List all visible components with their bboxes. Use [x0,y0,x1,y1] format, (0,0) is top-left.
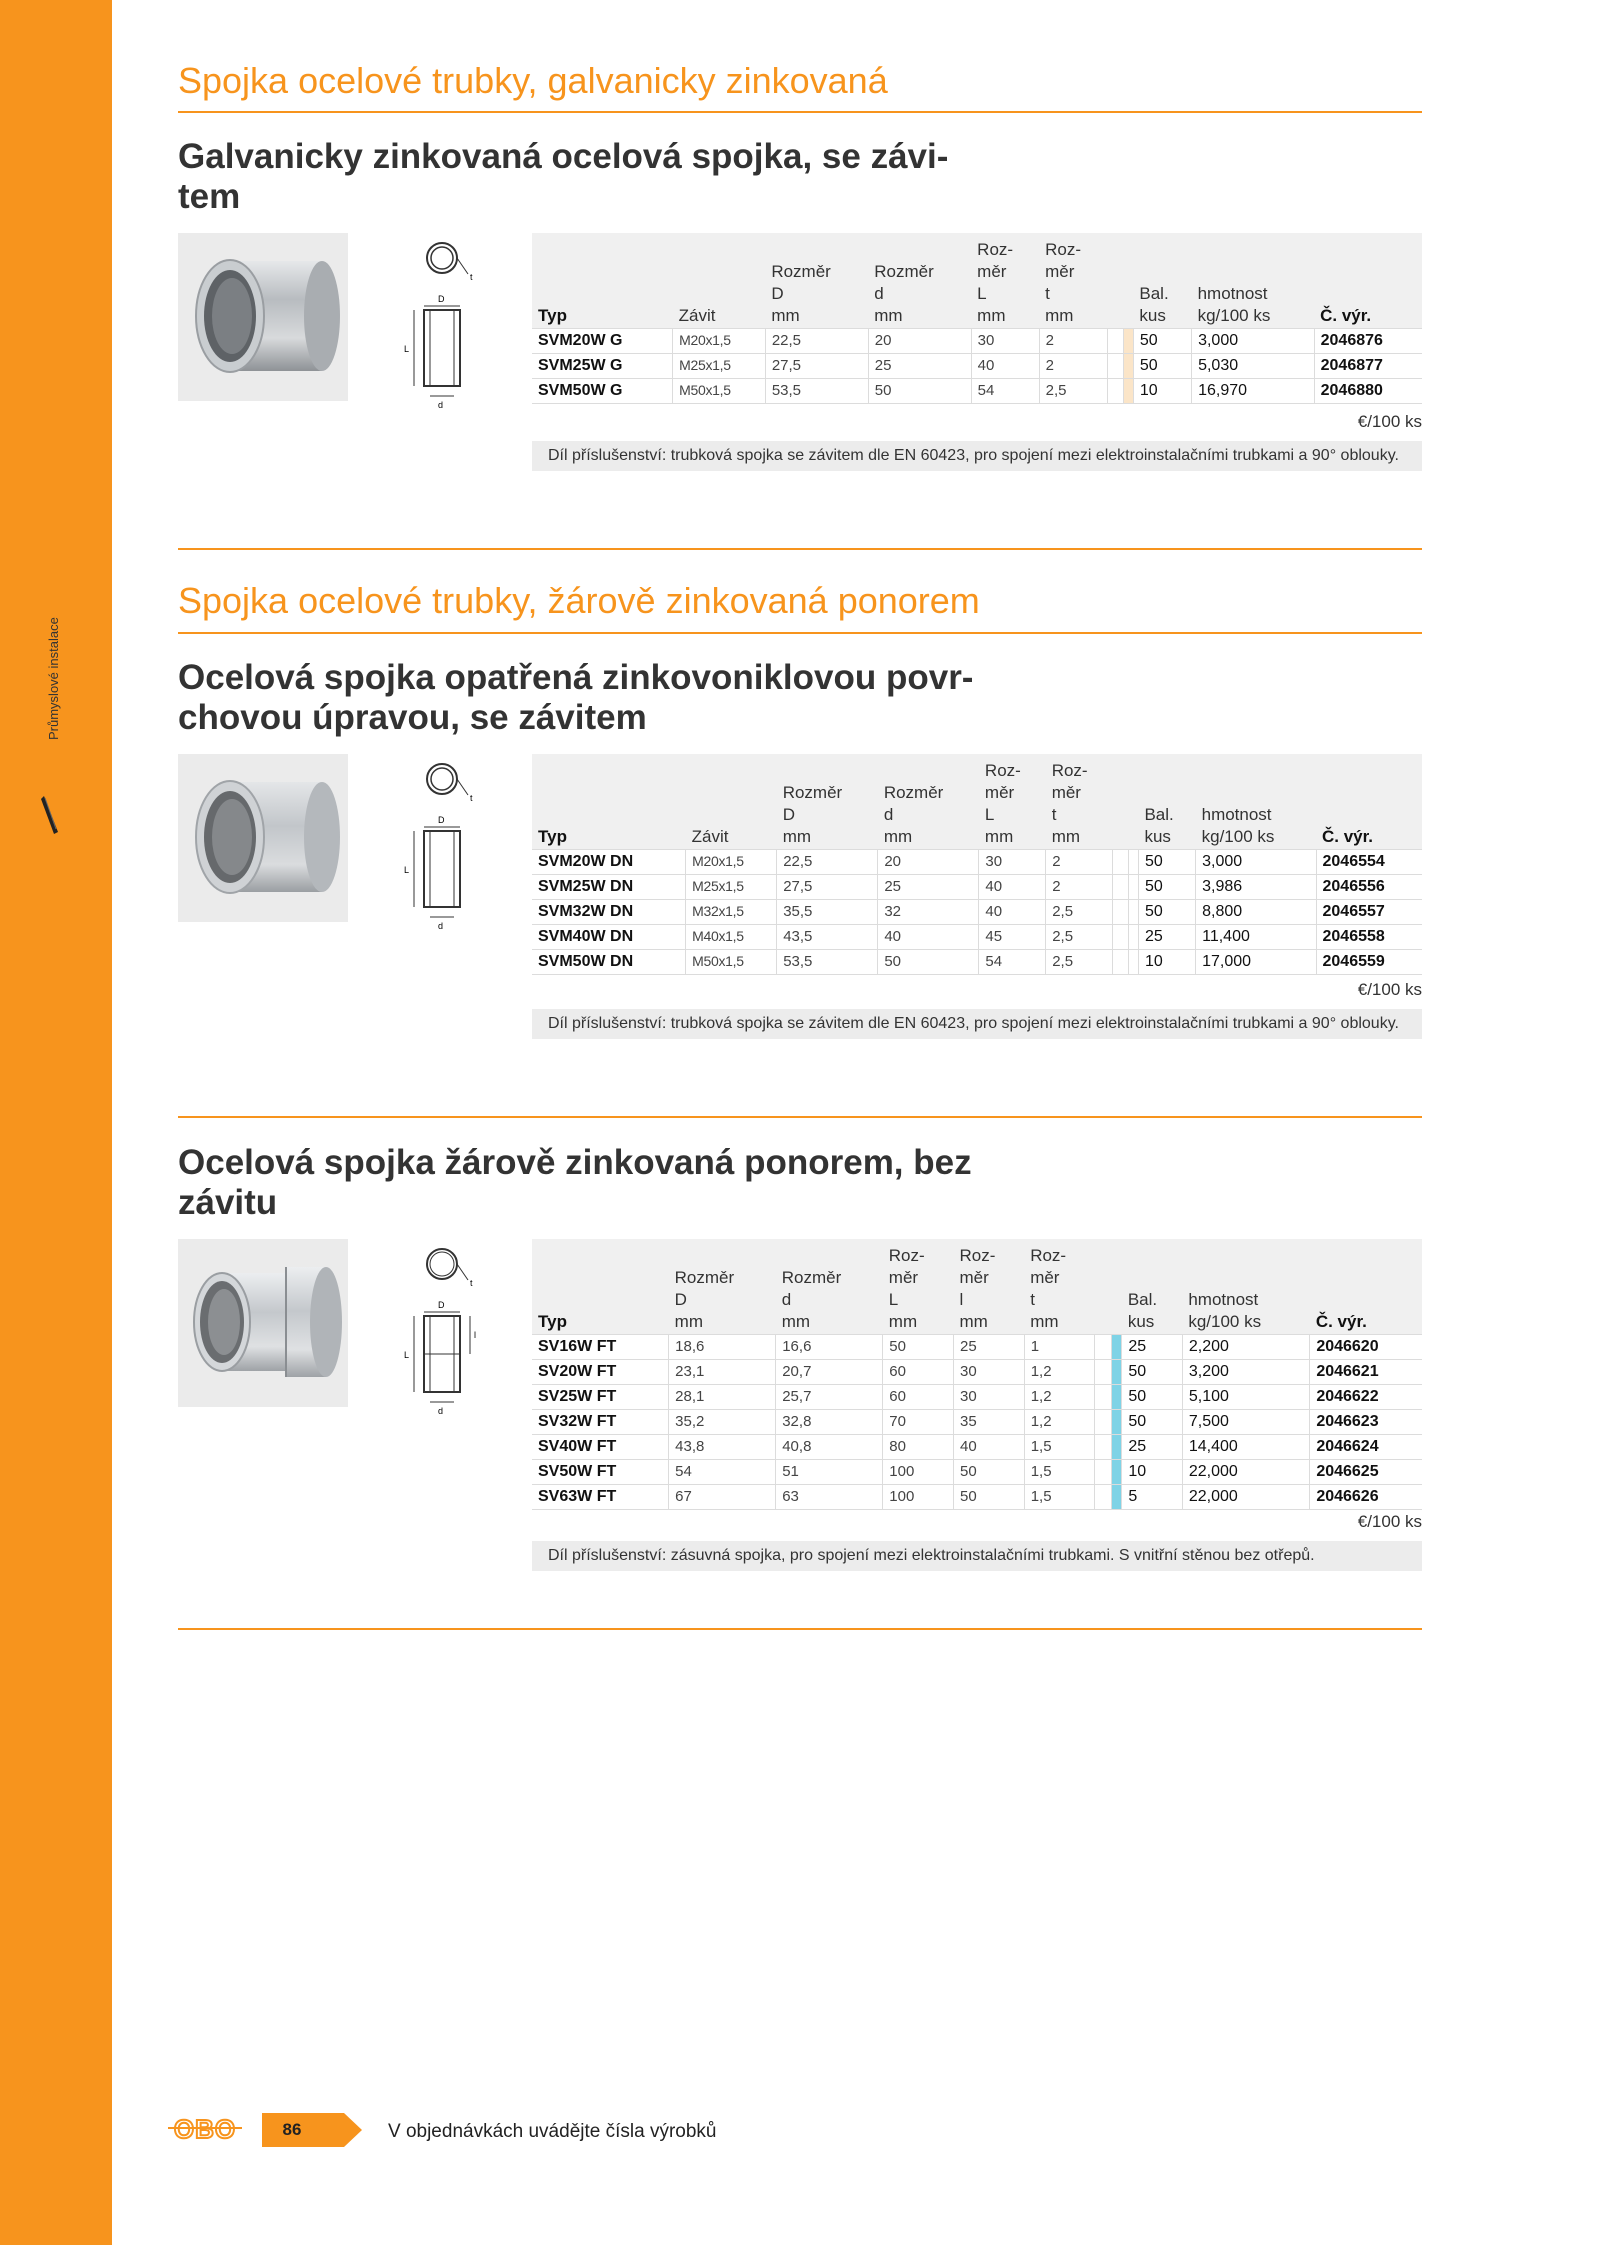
table-row [532,354,1422,379]
dimension-cell: 67 [669,1485,776,1510]
note-2: Díl příslušenství: trubková spojka se závitem dle EN 60423, pro spojení mezi elektroinstalačními trubkami a 90° oblouky. [532,1009,1422,1039]
col-bal: Bal. kus [1138,754,1195,850]
weight-cell: 7,500 [1182,1410,1309,1435]
svg-text:L: L [404,344,410,354]
table-row [532,875,1422,900]
weight-cell: 22,000 [1182,1485,1309,1510]
dimension-cell: 40 [971,354,1039,379]
article-number-cell: 2046557 [1316,900,1422,925]
dimension-cell: M20x1,5 [673,329,766,354]
product-3-title: Ocelová spojka žárově zinkovaná ponorem, bez závitu [178,1143,972,1222]
table-row [532,1335,1422,1360]
divider-1 [178,548,1422,550]
article-number-cell: 2046623 [1310,1410,1422,1435]
product-3-photo [178,1239,348,1407]
col-d: Rozměr d mm [878,754,979,850]
table-row [532,1385,1422,1410]
dimension-cell: 30 [953,1385,1024,1410]
pack-qty-cell: 50 [1133,354,1191,379]
dimension-cell: 22,5 [777,850,878,875]
col-hmotnost: hmotnost kg/100 ks [1196,754,1316,850]
dimension-cell: 2 [1046,850,1113,875]
dimension-cell: 54 [971,379,1039,404]
section-1-rule [178,111,1422,113]
table-row [532,1485,1422,1510]
dimension-cell: 2,5 [1046,950,1113,975]
dimension-cell: 2 [1039,329,1107,354]
spacer-cell [1112,925,1128,950]
dimension-cell: M32x1,5 [686,900,777,925]
table-row [532,950,1422,975]
table-header-row [532,1239,1422,1335]
product-code-cell: SV25W FT [532,1385,669,1410]
dimension-cell: 60 [883,1360,954,1385]
col-t: Roz- měr t mm [1046,754,1113,850]
product-2-drawing [386,757,498,937]
color-stripe [1112,1460,1122,1485]
col-stripe [1112,1239,1122,1335]
weight-cell: 8,800 [1196,900,1316,925]
table-header-row [532,754,1422,850]
col-L: Roz- měr L mm [979,754,1046,850]
dimension-cell: 63 [776,1485,883,1510]
spacer-cell [1107,329,1123,354]
svg-text:L: L [404,865,410,875]
dimension-cell: M50x1,5 [673,379,766,404]
col-typ: Typ [532,1239,669,1335]
dimension-cell: M40x1,5 [686,925,777,950]
dimension-cell: 25 [953,1335,1024,1360]
color-stripe [1112,1385,1122,1410]
dimension-cell: 50 [878,950,979,975]
spacer-cell [1095,1460,1112,1485]
side-label: Průmyslové instalace [46,617,61,740]
article-number-cell: 2046554 [1316,850,1422,875]
spacer-cell [1095,1335,1112,1360]
product-code-cell: SV50W FT [532,1460,669,1485]
note-1: Díl příslušenství: trubková spojka se závitem dle EN 60423, pro spojení mezi elektroinstalačními trubkami a 90° oblouky. [532,441,1422,471]
table-row [532,329,1422,354]
dimension-cell: 2,5 [1046,900,1113,925]
svg-text:D: D [438,815,445,825]
article-number-cell: 2046556 [1316,875,1422,900]
spec-table-3 [532,1239,1422,1510]
dimension-cell: 20 [868,329,971,354]
col-D: Rozměr D mm [765,233,868,329]
weight-cell: 22,000 [1182,1460,1309,1485]
color-stripe [1112,1360,1122,1385]
table-row [532,900,1422,925]
article-number-cell: 2046624 [1310,1435,1422,1460]
dimension-cell: 18,6 [669,1335,776,1360]
dimension-cell: 40 [979,900,1046,925]
col-D: Rozměr D mm [669,1239,776,1335]
weight-cell: 3,200 [1182,1360,1309,1385]
weight-cell: 17,000 [1196,950,1316,975]
dimension-cell: 25,7 [776,1385,883,1410]
section-1-title: Spojka ocelové trubky, galvanicky zinkovaná [178,60,888,101]
dimension-cell: 27,5 [765,354,868,379]
dimension-cell: 1,2 [1024,1410,1095,1435]
dimension-cell: 1,5 [1024,1435,1095,1460]
footer-text: V objednávkách uvádějte čísla výrobků [388,2121,717,2142]
col-D: Rozměr D mm [777,754,878,850]
dimension-cell: M50x1,5 [686,950,777,975]
col-spacer [1107,233,1123,329]
dimension-cell: 35,2 [669,1410,776,1435]
col-spacer [1112,754,1128,850]
col-bal: Bal. kus [1122,1239,1183,1335]
product-code-cell: SVM20W DN [532,850,686,875]
spacer-cell [1112,950,1128,975]
article-number-cell: 2046626 [1310,1485,1422,1510]
color-stripe [1123,379,1133,404]
dimension-cell: 50 [953,1460,1024,1485]
dimension-cell: 28,1 [669,1385,776,1410]
table-header-row [532,233,1422,329]
color-stripe [1128,950,1138,975]
spacer-cell [1095,1435,1112,1460]
dimension-cell: 27,5 [777,875,878,900]
color-stripe [1112,1335,1122,1360]
product-code-cell: SV40W FT [532,1435,669,1460]
section-2-title: Spojka ocelové trubky, žárově zinkovaná ponorem [178,580,980,621]
divider-3 [178,1628,1422,1630]
product-code-cell: SVM32W DN [532,900,686,925]
dimension-cell: 53,5 [777,950,878,975]
product-code-cell: SVM20W G [532,329,673,354]
product-code-cell: SV63W FT [532,1485,669,1510]
dimension-cell: 43,8 [669,1435,776,1460]
product-2-photo [178,754,348,922]
color-stripe [1123,329,1133,354]
pack-qty-cell: 50 [1133,329,1191,354]
dimension-cell: 25 [878,875,979,900]
col-l: Roz- měr l mm [953,1239,1024,1335]
dimension-cell: 80 [883,1435,954,1460]
color-stripe [1112,1485,1122,1510]
col-t: Roz- měr t mm [1039,233,1107,329]
dimension-cell: M25x1,5 [673,354,766,379]
col-cislo: Č. výr. [1316,754,1422,850]
product-1-drawing [386,236,498,416]
spacer-cell [1112,875,1128,900]
col-d: Rozměr d mm [868,233,971,329]
product-code-cell: SVM50W DN [532,950,686,975]
col-L: Roz- měr L mm [883,1239,954,1335]
pack-qty-cell: 50 [1122,1360,1183,1385]
divider-2 [178,1116,1422,1118]
dimension-cell: 20,7 [776,1360,883,1385]
pack-qty-cell: 25 [1138,925,1195,950]
dimension-cell: 40 [953,1435,1024,1460]
col-stripe [1123,233,1133,329]
col-hmotnost: hmotnost kg/100 ks [1182,1239,1309,1335]
dimension-cell: 2 [1039,354,1107,379]
price-unit-3: €/100 ks [1357,1512,1422,1531]
dimension-cell: M25x1,5 [686,875,777,900]
dimension-cell: 2,5 [1046,925,1113,950]
article-number-cell: 2046622 [1310,1385,1422,1410]
side-bar [0,0,112,2245]
product-code-cell: SV16W FT [532,1335,669,1360]
pack-qty-cell: 25 [1122,1335,1183,1360]
product-code-cell: SVM25W G [532,354,673,379]
dimension-cell: 54 [669,1460,776,1485]
dimension-cell: 40 [979,875,1046,900]
product-code-cell: SVM50W G [532,379,673,404]
svg-text:OBO: OBO [173,2114,237,2144]
price-unit-2: €/100 ks [1357,980,1422,999]
dimension-cell: 35 [953,1410,1024,1435]
spacer-cell [1107,379,1123,404]
col-hmotnost: hmotnost kg/100 ks [1192,233,1315,329]
conduit-icon [40,792,62,838]
color-stripe [1128,900,1138,925]
color-stripe [1128,875,1138,900]
dimension-cell: 40 [878,925,979,950]
spacer-cell [1095,1410,1112,1435]
product-code-cell: SV32W FT [532,1410,669,1435]
pack-qty-cell: 50 [1138,900,1195,925]
svg-text:L: L [404,1350,410,1360]
article-number-cell: 2046877 [1314,354,1422,379]
dimension-cell: 43,5 [777,925,878,950]
pack-qty-cell: 5 [1122,1485,1183,1510]
note-3: Díl příslušenství: zásuvná spojka, pro spojení mezi elektroinstalačními trubkami. S vnitřní stěnou bez otřepů. [532,1541,1422,1571]
col-typ: Typ [532,754,686,850]
spacer-cell [1095,1385,1112,1410]
pack-qty-cell: 50 [1122,1385,1183,1410]
svg-text:l: l [474,1330,476,1340]
pack-qty-cell: 50 [1138,875,1195,900]
spec-table-1 [532,233,1422,404]
spacer-cell [1107,354,1123,379]
product-1-photo [178,233,348,401]
price-unit-1: €/100 ks [1357,412,1422,431]
col-stripe [1128,754,1138,850]
dimension-cell: 50 [883,1335,954,1360]
dimension-cell: M20x1,5 [686,850,777,875]
svg-text:t: t [470,1278,473,1288]
article-number-cell: 2046620 [1310,1335,1422,1360]
dimension-cell: 100 [883,1460,954,1485]
pack-qty-cell: 25 [1122,1435,1183,1460]
dimension-cell: 25 [868,354,971,379]
dimension-cell: 50 [868,379,971,404]
pack-qty-cell: 10 [1122,1460,1183,1485]
dimension-cell: 51 [776,1460,883,1485]
spacer-cell [1095,1360,1112,1385]
weight-cell: 5,100 [1182,1385,1309,1410]
svg-text:d: d [438,921,444,931]
dimension-cell: 30 [979,850,1046,875]
dimension-cell: 32,8 [776,1410,883,1435]
col-spacer [1095,1239,1112,1335]
dimension-cell: 35,5 [777,900,878,925]
article-number-cell: 2046559 [1316,950,1422,975]
dimension-cell: 1,5 [1024,1460,1095,1485]
color-stripe [1112,1410,1122,1435]
col-cislo: Č. výr. [1310,1239,1422,1335]
article-number-cell: 2046876 [1314,329,1422,354]
product-code-cell: SVM25W DN [532,875,686,900]
dimension-cell: 60 [883,1385,954,1410]
weight-cell: 3,986 [1196,875,1316,900]
svg-text:D: D [438,1300,445,1310]
col-zavit: Závit [686,754,777,850]
dimension-cell: 50 [953,1485,1024,1510]
color-stripe [1128,925,1138,950]
table-row [532,850,1422,875]
dimension-cell: 40,8 [776,1435,883,1460]
weight-cell: 16,970 [1192,379,1315,404]
weight-cell: 14,400 [1182,1435,1309,1460]
article-number-cell: 2046558 [1316,925,1422,950]
svg-text:t: t [470,272,473,282]
svg-text:d: d [438,1406,444,1416]
color-stripe [1128,850,1138,875]
col-L: Roz- měr L mm [971,233,1039,329]
weight-cell: 2,200 [1182,1335,1309,1360]
col-cislo: Č. výr. [1314,233,1422,329]
col-zavit: Závit [673,233,766,329]
dimension-cell: 16,6 [776,1335,883,1360]
product-code-cell: SV20W FT [532,1360,669,1385]
product-code-cell: SVM40W DN [532,925,686,950]
dimension-cell: 70 [883,1410,954,1435]
table-row [532,379,1422,404]
product-2-title: Ocelová spojka opatřená zinkovoniklovou povr- chovou úpravou, se závitem [178,658,974,737]
weight-cell: 3,000 [1196,850,1316,875]
weight-cell: 5,030 [1192,354,1315,379]
spacer-cell [1112,900,1128,925]
col-bal: Bal. kus [1133,233,1191,329]
pack-qty-cell: 50 [1138,850,1195,875]
dimension-cell: 1,5 [1024,1485,1095,1510]
dimension-cell: 22,5 [765,329,868,354]
dimension-cell: 32 [878,900,979,925]
pack-qty-cell: 10 [1138,950,1195,975]
pack-qty-cell: 50 [1122,1410,1183,1435]
table-row [532,1435,1422,1460]
spacer-cell [1112,850,1128,875]
spec-table-2 [532,754,1422,975]
dimension-cell: 2 [1046,875,1113,900]
product-3-drawing [386,1242,498,1422]
dimension-cell: 100 [883,1485,954,1510]
table-row [532,1360,1422,1385]
article-number-cell: 2046621 [1310,1360,1422,1385]
color-stripe [1123,354,1133,379]
col-d: Rozměr d mm [776,1239,883,1335]
dimension-cell: 30 [971,329,1039,354]
table-row [532,1410,1422,1435]
dimension-cell: 53,5 [765,379,868,404]
spacer-cell [1095,1485,1112,1510]
weight-cell: 3,000 [1192,329,1315,354]
dimension-cell: 23,1 [669,1360,776,1385]
svg-text:D: D [438,294,445,304]
dimension-cell: 45 [979,925,1046,950]
section-2-rule [178,632,1422,634]
article-number-cell: 2046880 [1314,379,1422,404]
table-row [532,925,1422,950]
table-row [532,1460,1422,1485]
obo-logo [168,2114,242,2144]
pack-qty-cell: 10 [1133,379,1191,404]
dimension-cell: 2,5 [1039,379,1107,404]
weight-cell: 11,400 [1196,925,1316,950]
svg-text:d: d [438,400,444,410]
product-1-title: Galvanicky zinkovaná ocelová spojka, se závi- tem [178,137,949,216]
col-typ: Typ [532,233,673,329]
dimension-cell: 20 [878,850,979,875]
article-number-cell: 2046625 [1310,1460,1422,1485]
svg-text:t: t [470,793,473,803]
page-number: 86 [282,2120,302,2139]
dimension-cell: 1,2 [1024,1385,1095,1410]
dimension-cell: 54 [979,950,1046,975]
col-t: Roz- měr t mm [1024,1239,1095,1335]
dimension-cell: 30 [953,1360,1024,1385]
dimension-cell: 1,2 [1024,1360,1095,1385]
color-stripe [1112,1435,1122,1460]
dimension-cell: 1 [1024,1335,1095,1360]
